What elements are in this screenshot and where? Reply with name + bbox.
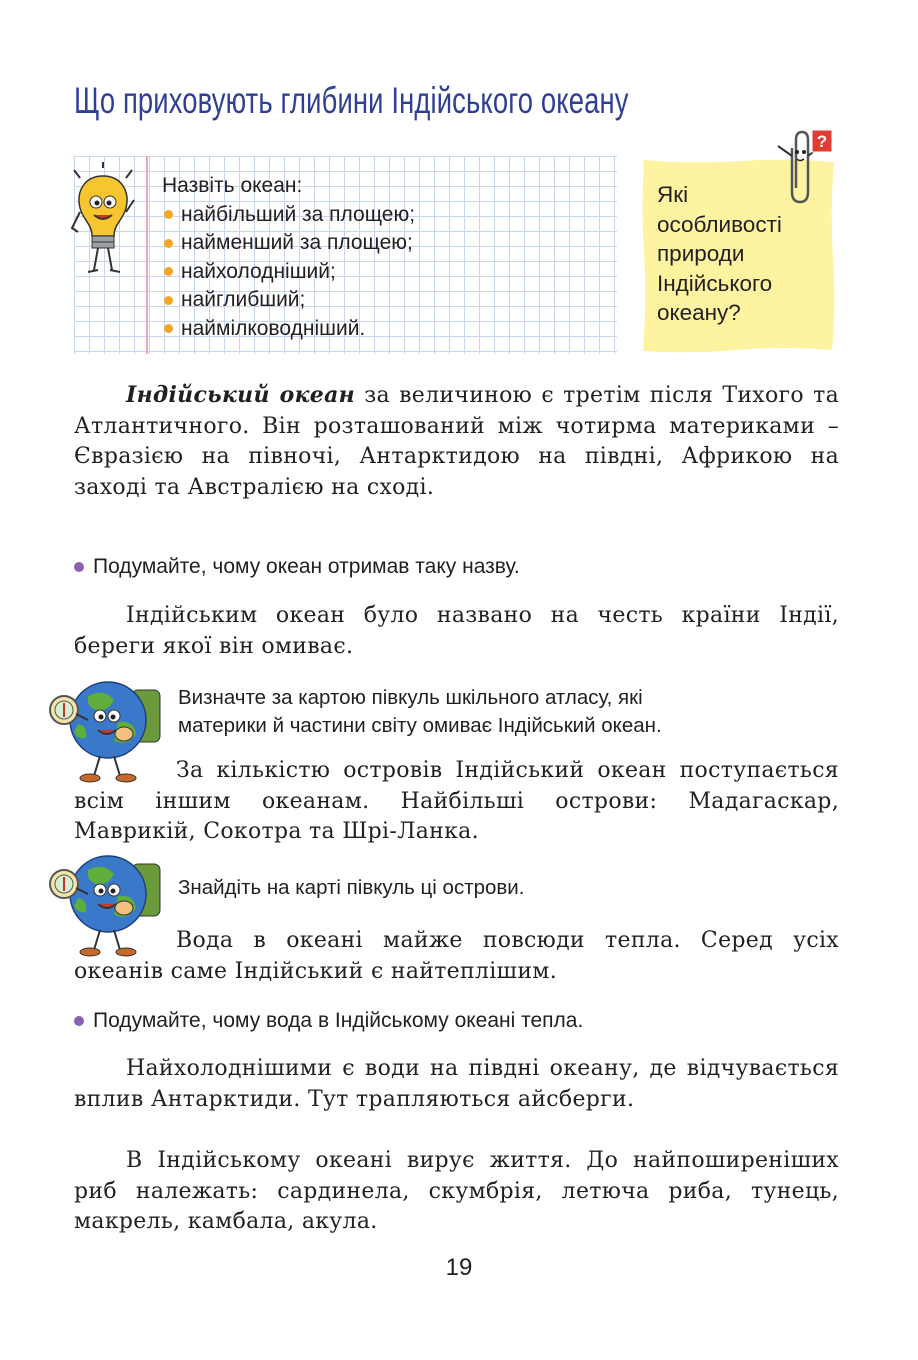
bullet-icon xyxy=(164,296,173,305)
bullet-icon xyxy=(74,1016,84,1026)
task-text: Знайдіть на карті півкуль ці острови. xyxy=(178,876,525,899)
margin-line xyxy=(146,156,148,354)
bullet-icon xyxy=(164,267,173,276)
question-item: Подумайте, чому вода в Індійському океані тепла. xyxy=(74,1009,583,1033)
svg-text:?: ? xyxy=(816,132,828,151)
paragraph: Індійським океан було названо на честь країни Індії, береги якої він омиває. xyxy=(74,603,839,659)
task-intro: Назвіть океан: xyxy=(162,174,303,197)
bullet-icon xyxy=(164,239,173,248)
page-title: Що приховують глибини Індійського океану xyxy=(74,80,629,121)
paragraph: Вода в океані майже повсюди тепла. Серед усіх океанів саме Індійський є найтеплішим. xyxy=(74,928,839,984)
list-item: найхолодніший; xyxy=(162,258,415,287)
bullet-icon xyxy=(164,210,173,219)
paragraph: Найхолоднішими є води на півдні океану, де відчувається вплив Антарктиди. Тут трапляються айсберги. xyxy=(74,1056,839,1112)
list-item: наймілководніший. xyxy=(162,315,415,344)
task-text: Визначте за картою півкуль шкільного атласу, які материки й частини світу омиває Індійський океан. xyxy=(178,686,662,737)
list-item: найменший за площею; xyxy=(162,229,415,258)
page-number: 19 xyxy=(445,1254,473,1281)
lightbulb-icon xyxy=(70,162,136,282)
question-item: Подумайте, чому океан отримав таку назву. xyxy=(74,555,520,579)
list-item: найбільший за площею; xyxy=(162,201,415,230)
task-list xyxy=(162,172,415,343)
paragraph: В Індійському океані вирує життя. До найпоширеніших риб належать: сардинела, скумбрія, летюча риба, тунець, макрель, камбала, акула. xyxy=(74,1148,839,1234)
bullet-icon xyxy=(164,324,173,333)
list-item: найглибший; xyxy=(162,286,415,315)
note-text: Які особливості природи Індійського океану? xyxy=(657,182,782,326)
bullet-icon xyxy=(74,562,84,572)
paragraph: За кількістю островів Індійський океан поступається всім іншим океанам. Найбільші острови: Мадагаскар, Маврикій, Сокотра та Шрі-Ланка. xyxy=(74,758,839,844)
paperclip-icon xyxy=(762,126,838,206)
paragraph: Індійський океан за величиною є третім після Тихого та Атлантичного. Він розташований між чотирма материками – Євразією на півночі, Антарктидою на півдні, Африкою на заході та Австралією на сході. xyxy=(74,382,840,500)
